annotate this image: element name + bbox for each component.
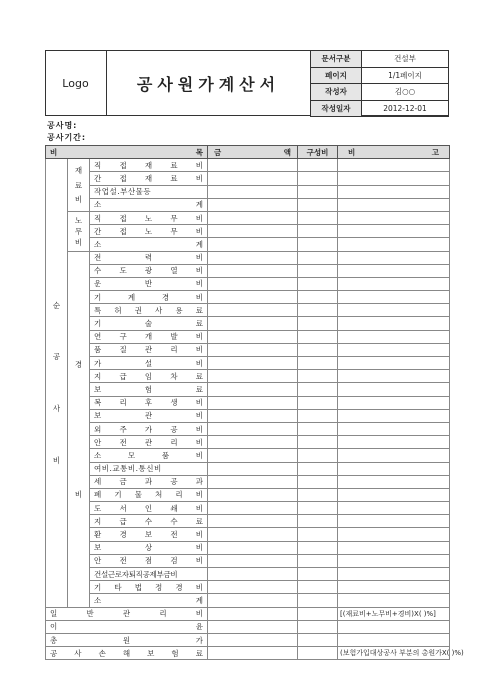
ratio-cell[interactable] [298,370,338,383]
item-label: 간 접 노 무 비 [90,225,208,238]
remarks-cell[interactable] [338,594,450,607]
item-label: 건설근로자퇴직공제부금비 [90,568,208,581]
section-label-labor: 노 무 비 [68,211,90,251]
section-label-material: 재 료 비 [68,159,90,212]
ratio-cell[interactable] [298,264,338,277]
item-label: 세 금 과 공 과 [90,475,208,488]
ratio-cell[interactable] [298,449,338,462]
amount-cell[interactable] [208,515,298,528]
table-row [46,198,450,211]
item-label: 외 주 가 공 비 [90,422,208,435]
amount-cell[interactable] [208,594,298,607]
remarks-cell[interactable] [338,225,450,238]
summary-row [46,647,450,660]
amount-cell[interactable] [208,502,298,515]
table-row [46,449,450,462]
ratio-cell[interactable] [298,594,338,607]
meta-value: 1/1페이지 [362,67,449,84]
item-label: 소 계 [90,594,208,607]
remarks-cell[interactable] [338,568,450,581]
remarks-cell[interactable] [338,211,450,224]
table-row [46,251,450,264]
summary-label: 일 반 관 리 비 [46,607,208,620]
table-row [46,383,450,396]
item-label: 직 접 재 료 비 [90,159,208,172]
remarks-cell[interactable] [338,409,450,422]
table-row [46,581,450,594]
amount-cell[interactable] [208,581,298,594]
remarks-cell[interactable] [338,198,450,211]
ratio-cell[interactable] [298,291,338,304]
ratio-cell[interactable] [298,528,338,541]
ratio-cell[interactable] [298,211,338,224]
table-row [46,317,450,330]
table-row [46,422,450,435]
item-label: 가 설 비 [90,357,208,370]
table-header-row [46,146,450,159]
table-row [46,396,450,409]
amount-cell[interactable] [208,264,298,277]
table-row [46,264,450,277]
remarks-cell[interactable] [338,251,450,264]
remarks-cell[interactable] [338,304,450,317]
table-row [46,515,450,528]
remarks-cell[interactable] [338,291,450,304]
remarks-cell[interactable] [338,396,450,409]
amount-cell[interactable] [208,185,298,198]
amount-cell[interactable] [208,383,298,396]
ratio-cell[interactable] [298,238,338,251]
ratio-cell[interactable] [298,409,338,422]
remarks-cell[interactable] [338,515,450,528]
remarks-cell[interactable] [338,462,450,475]
ratio-cell[interactable] [298,251,338,264]
item-label: 연 구 개 발 비 [90,330,208,343]
amount-cell[interactable] [208,317,298,330]
remarks-cell[interactable] [338,330,450,343]
project-period-label: 공사기간: [47,133,87,142]
meta-row [311,67,449,84]
meta-row [311,51,449,68]
item-label: 보 상 비 [90,541,208,554]
cost-table [45,145,464,660]
amount-cell[interactable] [208,291,298,304]
item-label: 기 술 료 [90,317,208,330]
column-header-mok: 목 [195,147,204,157]
table-row [46,330,450,343]
amount-cell[interactable] [208,409,298,422]
ratio-cell[interactable] [298,568,338,581]
item-label: 안 전 점 검 비 [90,554,208,567]
section-label-net-construction: 순 공 사 비 [46,159,68,607]
amount-cell[interactable] [208,251,298,264]
amount-cell[interactable] [208,225,298,238]
ratio-cell[interactable] [298,607,338,620]
amount-cell[interactable] [208,620,298,633]
ratio-cell[interactable] [298,383,338,396]
remarks-cell[interactable] [338,620,450,633]
remarks-cell[interactable] [338,449,450,462]
ratio-cell[interactable] [298,647,338,660]
meta-key: 문서구분 [311,51,362,68]
amount-cell[interactable] [208,633,298,646]
amount-cell[interactable] [208,238,298,251]
table-row [46,291,450,304]
ratio-cell[interactable] [298,515,338,528]
item-label: 여비.교통비.통신비 [90,462,208,475]
amount-cell[interactable] [208,488,298,501]
section-label-expense: 경 비 [68,251,90,607]
item-label: 복 리 후 생 비 [90,396,208,409]
item-label: 기 타 법 정 경 비 [90,581,208,594]
item-label: 지 급 수 수 료 [90,515,208,528]
summary-row [46,633,450,646]
column-header-amount [208,146,298,159]
ratio-cell[interactable] [298,277,338,290]
meta-key: 작성일자 [311,100,362,117]
table-row [46,475,450,488]
item-label: 수 도 광 열 비 [90,264,208,277]
remarks-cell[interactable] [338,541,450,554]
item-label: 지 급 임 차 료 [90,370,208,383]
remarks-cell[interactable] [338,238,450,251]
column-header-go: 고 [431,147,440,157]
item-label: 환 경 보 전 비 [90,528,208,541]
summary-row [46,620,450,633]
amount-cell[interactable] [208,198,298,211]
table-row [46,502,450,515]
item-label: 보 험 료 [90,383,208,396]
summary-label: 공 사 손 해 보 험 료 [46,647,208,660]
ratio-cell[interactable] [298,225,338,238]
item-label: 소 계 [90,198,208,211]
table-row [46,568,450,581]
meta-row [311,100,449,117]
item-label: 기 계 경 비 [90,291,208,304]
project-name-label: 공사명: [47,121,78,130]
ratio-cell[interactable] [298,357,338,370]
ratio-cell[interactable] [298,462,338,475]
ratio-cell[interactable] [298,330,338,343]
meta-key: 작성자 [311,84,362,101]
table-row [46,488,450,501]
item-label: 품 질 관 리 비 [90,343,208,356]
amount-cell[interactable] [208,462,298,475]
item-label: 안 전 관 리 비 [90,436,208,449]
amount-cell[interactable] [208,357,298,370]
table-row [46,185,450,198]
column-header-bi: 비 [50,147,58,157]
ratio-cell[interactable] [298,554,338,567]
item-label: 도 서 인 쇄 비 [90,502,208,515]
table-row [46,211,450,224]
table-row [46,225,450,238]
ratio-cell[interactable] [298,633,338,646]
amount-cell[interactable] [208,159,298,172]
remarks-cell[interactable] [338,343,450,356]
table-row [46,277,450,290]
amount-cell[interactable] [208,475,298,488]
meta-value: 김○○ [362,84,449,101]
ratio-cell[interactable] [298,185,338,198]
amount-cell[interactable] [208,172,298,185]
summary-label: 이 윤 [46,620,208,633]
meta-value: 2012-12-01 [362,100,449,117]
ratio-cell[interactable] [298,304,338,317]
table-row [46,528,450,541]
column-header-item [46,146,208,159]
amount-cell[interactable] [208,541,298,554]
logo: Logo [45,50,107,116]
item-label: 특 허 권 사 용 료 [90,304,208,317]
amount-cell[interactable] [208,568,298,581]
remarks-cell[interactable] [338,264,450,277]
remarks-cell[interactable] [338,185,450,198]
item-label: 작업설.부산물등 [90,185,208,198]
ratio-cell[interactable] [298,343,338,356]
table-row [46,370,450,383]
ratio-cell[interactable] [298,172,338,185]
remarks-cell[interactable] [338,277,450,290]
amount-cell[interactable] [208,211,298,224]
remarks-cell[interactable] [338,383,450,396]
table-row [46,409,450,422]
column-header-bi2: 비 [348,147,356,157]
ratio-cell[interactable] [298,541,338,554]
ratio-cell[interactable] [298,581,338,594]
summary-label: 총 원 가 [46,633,208,646]
amount-cell[interactable] [208,422,298,435]
column-header-remarks [338,146,450,159]
ratio-cell[interactable] [298,198,338,211]
table-row [46,357,450,370]
amount-cell[interactable] [208,647,298,660]
table-row [46,304,450,317]
meta-key: 페이지 [311,67,362,84]
table-row [46,462,450,475]
ratio-cell[interactable] [298,488,338,501]
meta-value: 건설부 [362,51,449,68]
column-header-aek: 액 [283,147,292,157]
amount-cell[interactable] [208,528,298,541]
remarks-cell[interactable] [338,475,450,488]
remarks-cell[interactable] [338,581,450,594]
ratio-cell[interactable] [298,396,338,409]
item-label: 소 모 품 비 [90,449,208,462]
column-header-ratio: 구성비 [298,146,338,159]
table-row [46,238,450,251]
ratio-cell[interactable] [298,436,338,449]
item-label: 소 계 [90,238,208,251]
table-row [46,172,450,185]
item-label: 보 관 비 [90,409,208,422]
table-row [46,554,450,567]
document-meta-table [310,50,449,117]
ratio-cell[interactable] [298,475,338,488]
meta-row [311,84,449,101]
amount-cell[interactable] [208,396,298,409]
table-row [46,594,450,607]
ratio-cell[interactable] [298,422,338,435]
amount-cell[interactable] [208,304,298,317]
remarks-cell[interactable]: (보험가입대상공사 부분의 총원가X( )%) [338,647,450,660]
remarks-cell[interactable] [338,357,450,370]
document-title: 공사원가계산서 [136,74,281,94]
amount-cell[interactable] [208,343,298,356]
remarks-cell[interactable] [338,554,450,567]
amount-cell[interactable] [208,370,298,383]
remarks-cell[interactable] [338,172,450,185]
amount-cell[interactable] [208,277,298,290]
amount-cell[interactable] [208,554,298,567]
item-label: 운 반 비 [90,277,208,290]
amount-cell[interactable] [208,607,298,620]
ratio-cell[interactable] [298,159,338,172]
remarks-cell[interactable] [338,528,450,541]
item-label: 폐 기 물 처 리 비 [90,488,208,501]
remarks-cell[interactable] [338,488,450,501]
remarks-cell[interactable] [338,502,450,515]
remarks-cell[interactable] [338,436,450,449]
amount-cell[interactable] [208,330,298,343]
remarks-cell[interactable] [338,370,450,383]
table-row [46,159,450,172]
table-row [46,343,450,356]
remarks-cell[interactable] [338,317,450,330]
remarks-cell[interactable] [338,159,450,172]
ratio-cell[interactable] [298,502,338,515]
table-row [46,541,450,554]
item-label: 직 접 노 무 비 [90,211,208,224]
item-label: 간 접 재 료 비 [90,172,208,185]
item-label: 전 력 비 [90,251,208,264]
ratio-cell[interactable] [298,620,338,633]
summary-row [46,607,450,620]
remarks-cell[interactable] [338,422,450,435]
ratio-cell[interactable] [298,317,338,330]
amount-cell[interactable] [208,449,298,462]
remarks-cell[interactable] [338,633,450,646]
column-header-geum: 금 [214,147,222,157]
remarks-cell[interactable]: [(재료비+노무비+경비)X( )%] [338,607,450,620]
table-row [46,436,450,449]
amount-cell[interactable] [208,436,298,449]
